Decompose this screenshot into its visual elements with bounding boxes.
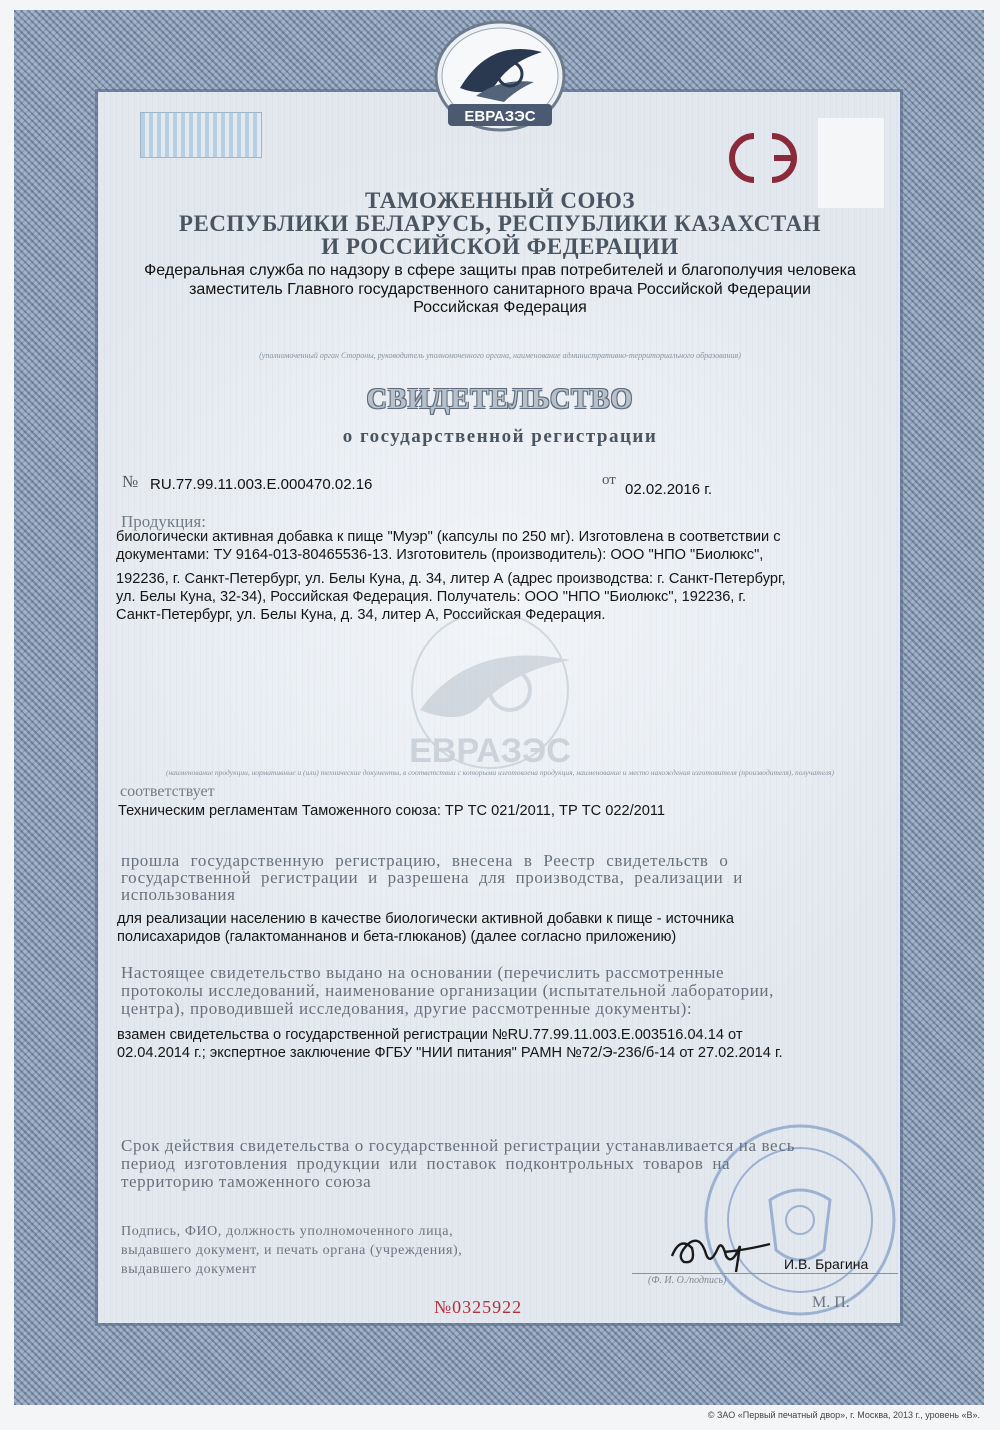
official-seal-icon [700, 1120, 900, 1320]
conformity-label: соответствует [120, 783, 215, 800]
basis-text-line-2: 02.04.2014 г.; экспертное заключение ФГБУ "НИИ питания" РАМН №72/Э-236/б-14 от 27.02.2014 г. [117, 1045, 783, 1061]
passed-line-3: использования [121, 885, 236, 904]
printer-note: © ЗАО «Первый печатный двор», г. Москва, 2013 г., уровень «В». [707, 1410, 980, 1420]
number-prefix: № [122, 472, 139, 491]
registration-number: RU.77.99.11.003.Е.000470.02.16 [150, 476, 373, 493]
hologram-strip [140, 112, 262, 158]
signature-label-line-1: Подпись, ФИО, должность уполномоченного лица, [121, 1224, 454, 1239]
emblem-text: ЕВРАЗЭС [464, 108, 536, 125]
validity-line-1: Срок действия свидетельства о государственной регистрации устанавливается на весь [121, 1136, 796, 1155]
header-line-2: РЕСПУБЛИКИ БЕЛАРУСЬ, РЕСПУБЛИКИ КАЗАХСТАН [178, 211, 822, 236]
mp-mark: М. П. [812, 1294, 850, 1311]
conformity-text: Техническим регламентам Таможенного союза: ТР ТС 021/2011, ТР ТС 022/2011 [118, 803, 666, 819]
watermark-emblem-icon [340, 610, 640, 780]
handwritten-signature-icon [666, 1226, 776, 1276]
validity-line-2: период изготовления продукции или поставок подконтрольных товаров на [121, 1154, 731, 1173]
validity-line-3: территорию таможенного союза [121, 1172, 372, 1191]
passed-line-2: государственной регистрации и разрешена для производства, реализации и [121, 868, 743, 887]
usage-line-1: для реализации населению в качестве биологически активной добавки к пище - источника [117, 911, 735, 927]
registration-date: 02.02.2016 г. [625, 481, 713, 498]
basis-line-2: протоколы исследований, наименование организации (испытательной лаборатории, [121, 981, 774, 1000]
signature-label-line-3: выдавшего документ [121, 1262, 257, 1277]
product-line-3: 192236, г. Санкт-Петербург, ул. Белы Куна, д. 34, литер А (адрес производства: г. Санкт-Петербург, [116, 571, 786, 587]
authority-caption: (уполномоченный орган Стороны, руководитель уполномоченного органа, наименование административно-территориального образования) [259, 351, 741, 360]
document-title: СВИДЕТЕЛЬСТВО [366, 384, 634, 415]
signature-caption: (Ф. И. О./подпись) [648, 1275, 727, 1286]
basis-text-line-1: взамен свидетельства о государственной регистрации №RU.77.99.11.003.Е.003516.04.14 от [117, 1027, 743, 1043]
date-prefix: от [602, 472, 616, 488]
authority-line-1: Федеральная служба по надзору в сфере защиты прав потребителей и благополучия человека [144, 262, 856, 279]
conformity-mark-icon [720, 128, 810, 188]
authority-line-2: заместитель Главного государственного санитарного врача Российской Федерации [189, 281, 811, 298]
evrazes-emblem-icon [430, 18, 570, 142]
watermark-text: ЕВРАЗЭС [409, 732, 571, 770]
basis-line-1: Настоящее свидетельство выдано на основании (перечислить рассмотренные [121, 963, 725, 982]
product-label: Продукция: [121, 512, 206, 531]
product-line-1: биологически активная добавка к пище "Муэр" (капсулы по 250 мг). Изготовлена в соответствии с [116, 529, 781, 545]
authority-line-3: Российская Федерация [413, 299, 587, 316]
product-line-2: документами: ТУ 9164-013-80465536-13. Изготовитель (производитель): ООО "НПО "Биолюкс", [116, 547, 764, 563]
usage-line-2: полисахаридов (галактоманнанов и бета-глюканов) (далее согласно приложению) [117, 929, 677, 945]
passed-line-1: прошла государственную регистрацию, внесена в Реестр свидетельств о [121, 851, 729, 870]
signatory-name: И.В. Брагина [784, 1256, 869, 1272]
basis-line-3: центра), проводившей исследования, другие рассмотренные документы): [121, 999, 693, 1018]
document-subtitle: о государственной регистрации [342, 426, 658, 447]
form-serial-number: №0325922 [434, 1297, 523, 1317]
product-line-4: ул. Белы Куна, 32-34), Российская Федерация. Получатель: ООО "НПО "Биолюкс", 192236, г. [116, 589, 747, 605]
signature-line [632, 1273, 898, 1274]
product-line-5: Санкт-Петербург, ул. Белы Куна, д. 34, литер А, Российская Федерация. [116, 607, 606, 623]
signature-label-line-2: выдавшего документ, и печать органа (учреждения), [121, 1243, 463, 1258]
header-line-1: ТАМОЖЕННЫЙ СОЮЗ [365, 188, 635, 213]
product-caption: (наименование продукции, нормативные и (или) технические документы, в соответствии с которыми изготовлена продукция, наименование и место нахождения изготовителя (производителя), получателя) [165, 768, 835, 777]
header-line-3: И РОССИЙСКОЙ ФЕДЕРАЦИИ [321, 234, 679, 259]
